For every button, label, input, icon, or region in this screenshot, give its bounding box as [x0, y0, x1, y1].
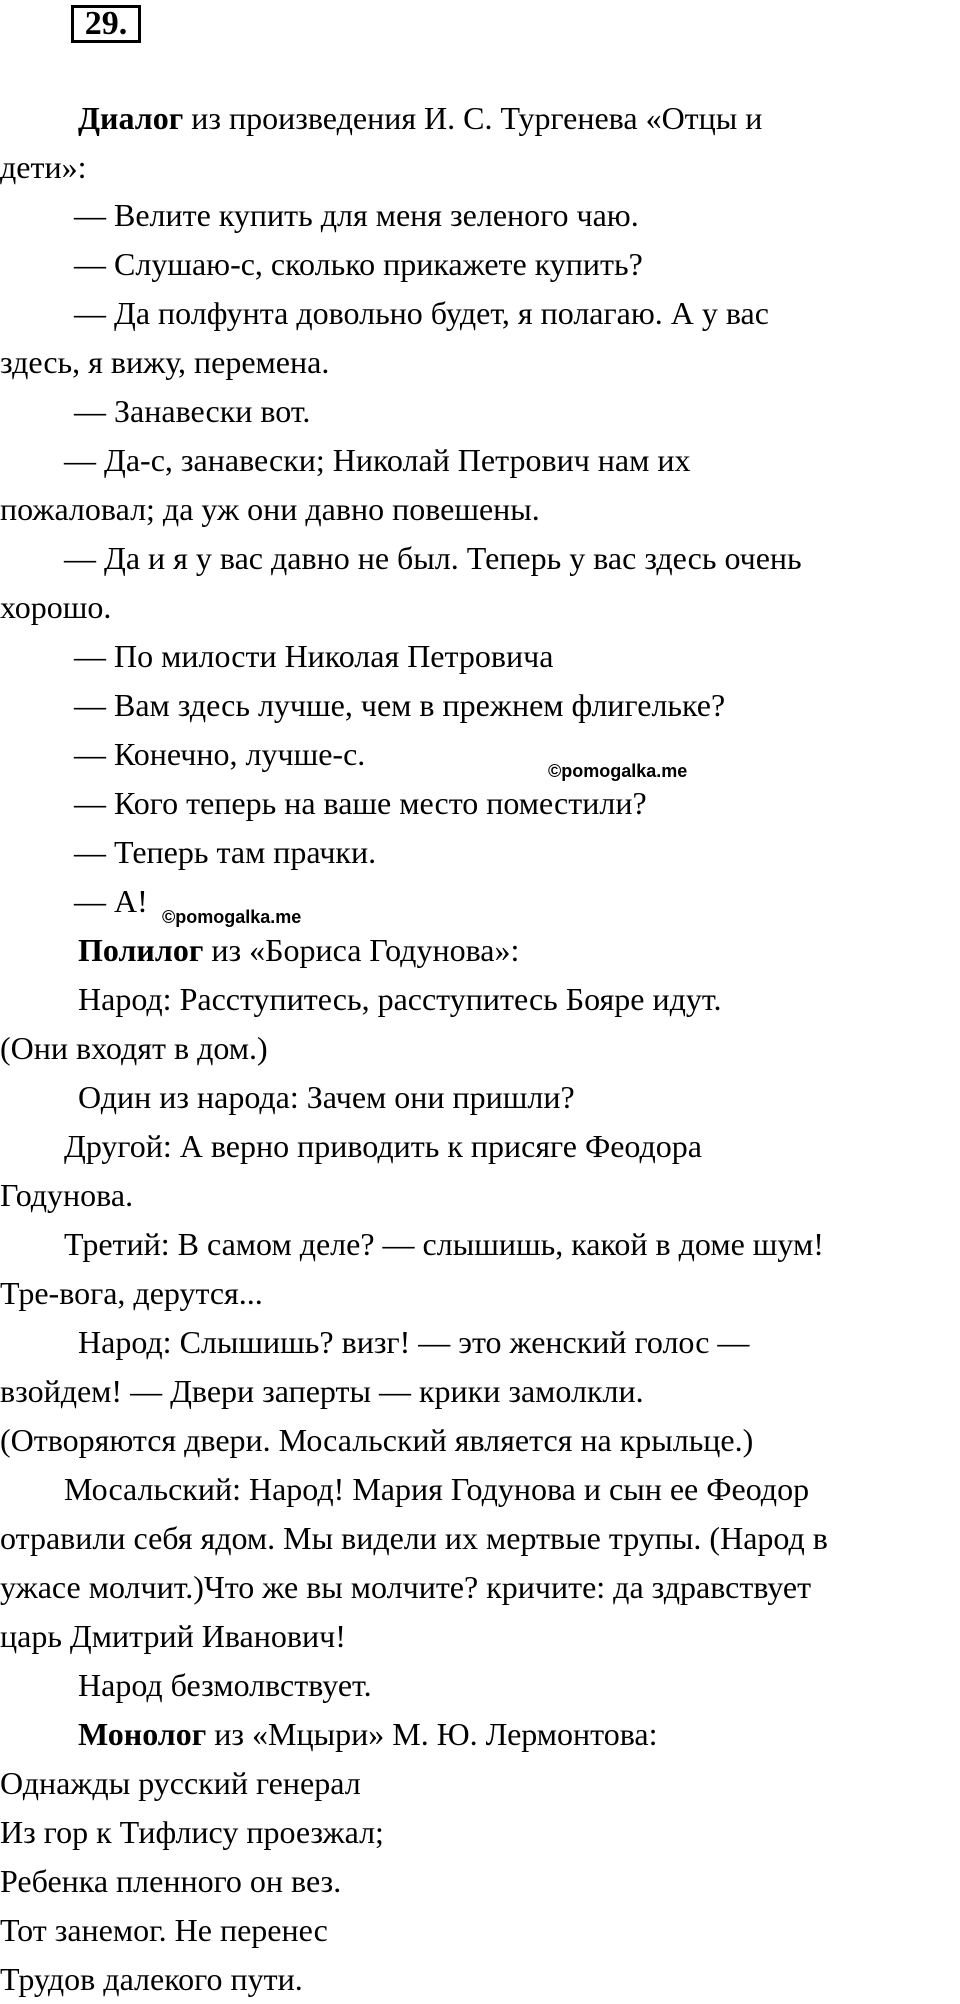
- dialog-intro-text: из произведения И. С. Тургенева «Отцы и: [183, 100, 763, 136]
- polylog-line: Годунова.: [0, 1177, 134, 1213]
- polylog-line: (Отворяются двери. Мосальский является на крыльце.): [0, 1422, 754, 1458]
- polylog-line: (Они входят в дом.): [0, 1030, 268, 1066]
- poem-line: Из гор к Тифлису проезжал;: [0, 1814, 384, 1850]
- watermark: ©pomogalka.me: [162, 907, 302, 927]
- polylog-line: Мосальский: Народ! Мария Годунова и сын ее Феодор: [64, 1471, 810, 1507]
- dialog-line: хорошо.: [0, 589, 112, 625]
- dialog-line: — Занавески вот.: [74, 393, 311, 429]
- watermark: ©pomogalka.me: [548, 761, 688, 781]
- poem-line: Однажды русский генерал: [0, 1765, 361, 1801]
- polylog-line: Народ: Расступитесь, расступитесь Бояре идут.: [78, 981, 722, 1017]
- polylog-line: Один из народа: Зачем они пришли?: [78, 1079, 575, 1115]
- dialog-line: — Конечно, лучше-с.: [74, 736, 366, 772]
- polylog-intro-text: из «Бориса Годунова»:: [203, 932, 520, 968]
- dialog-line: — Кого теперь на ваше место поместили?: [74, 785, 647, 821]
- dialog-line: — Слушаю-с, сколько прикажете купить?: [74, 246, 643, 282]
- dialog-line: — Да полфунта довольно будет, я полагаю. А у вас: [74, 295, 769, 331]
- monolog-intro-text: из «Мцыри» М. Ю. Лермонтова:: [206, 1716, 658, 1752]
- polylog-line: Народ: Слышишь? визг! — это женский голос —: [78, 1324, 750, 1360]
- polylog-heading: Полилог: [78, 932, 204, 968]
- poem-line: Ребенка пленного он вез.: [0, 1863, 342, 1899]
- polylog-line: отравили себя ядом. Мы видели их мертвые трупы. (Народ в: [0, 1520, 828, 1556]
- polylog-line: Другой: А верно приводить к присяге Феодора: [64, 1128, 702, 1164]
- poem-line: Тот занемог. Не перенес: [0, 1912, 328, 1948]
- dialog-line: — Да и я у вас давно не был. Теперь у вас здесь очень: [64, 540, 802, 576]
- dialog-line: — Велите купить для меня зеленого чаю.: [74, 197, 639, 233]
- dialog-intro: [78, 99, 762, 137]
- polylog-line: Народ безмолвствует.: [78, 1667, 372, 1703]
- poem-line: Трудов далекого пути.: [0, 1961, 303, 1997]
- dialog-heading: Диалог: [78, 100, 184, 136]
- monolog-heading: Монолог: [78, 1716, 207, 1752]
- dialog-line: — По милости Николая Петровича: [74, 638, 554, 674]
- task-number: 29.: [71, 5, 141, 43]
- dialog-line: — Теперь там прачки.: [74, 834, 377, 870]
- dialog-intro-cont: дети»:: [0, 149, 87, 185]
- polylog-line: ужасе молчит.)Что же вы молчите? кричите: да здравствует: [0, 1569, 812, 1605]
- dialog-line: пожаловал; да уж они давно повешены.: [0, 491, 540, 527]
- monolog-intro: [78, 1715, 658, 1753]
- dialog-line: здесь, я вижу, перемена.: [0, 344, 330, 380]
- polylog-line: Тре-вога, дерутся...: [0, 1275, 263, 1311]
- dialog-line: — Вам здесь лучше, чем в прежнем флигельке?: [74, 687, 726, 723]
- dialog-line: — А!: [74, 883, 148, 919]
- polylog-line: Третий: В самом деле? — слышишь, какой в доме шум!: [64, 1226, 824, 1262]
- polylog-line: взойдем! — Двери заперты — крики замолкли.: [0, 1373, 644, 1409]
- dialog-line: — Да-с, занавески; Николай Петрович нам их: [64, 442, 691, 478]
- polylog-intro: [78, 931, 519, 969]
- polylog-line: царь Дмитрий Иванович!: [0, 1618, 346, 1654]
